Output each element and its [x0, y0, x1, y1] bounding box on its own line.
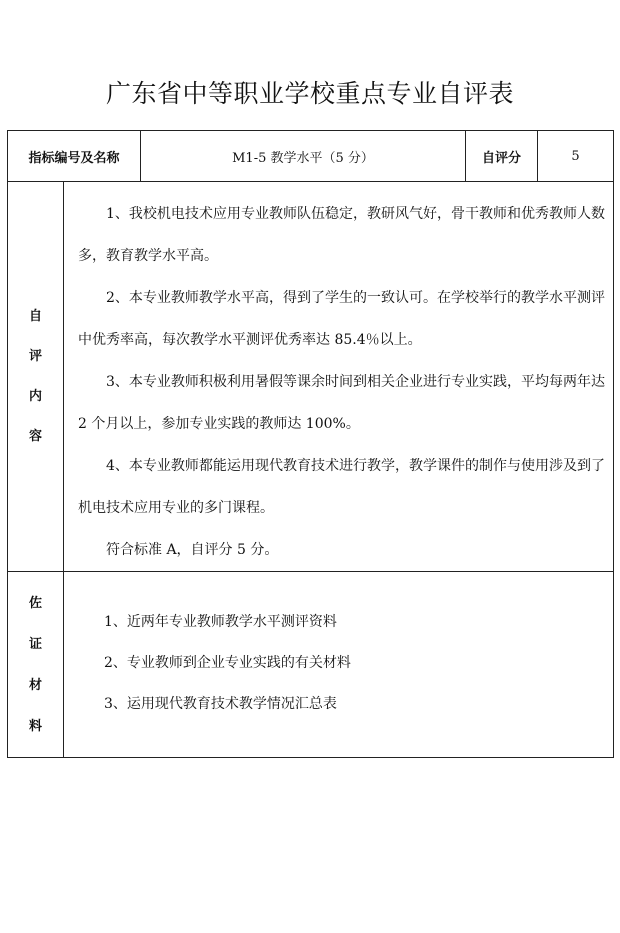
score-label: 自评分 — [466, 131, 538, 182]
self-evaluation-row — [8, 182, 614, 572]
label-char: 材 — [28, 677, 42, 693]
label-char: 佐 — [28, 595, 42, 611]
paragraph: 4、本专业教师都能运用现代教育技术进行教学，教学课件的制作与使用涉及到了机电技术应用专业的多门课程。 — [78, 458, 606, 516]
paragraph: 2、本专业教师教学水平高，得到了学生的一致认可。在学校举行的教学水平测评中优秀率高，每次教学水平测评优秀率达 85.4％以上。 — [78, 290, 606, 348]
evidence-content — [64, 572, 614, 758]
label-char: 证 — [28, 636, 42, 652]
paragraph: 符合标准 A，自评分 5 分。 — [106, 542, 279, 558]
header-row — [8, 131, 614, 182]
label-char: 料 — [28, 718, 42, 734]
evaluation-table — [7, 130, 614, 758]
score-value: 5 — [538, 131, 614, 182]
label-char: 容 — [28, 428, 42, 444]
self-evaluation-content — [64, 182, 614, 572]
self-evaluation-label — [8, 182, 64, 572]
indicator-value: M1-5 教学水平（5 分） — [141, 131, 466, 182]
label-char: 自 — [28, 308, 42, 324]
evidence-label — [8, 572, 64, 758]
paragraph: 3、本专业教师积极利用暑假等课余时间到相关企业进行专业实践，平均每两年达 2 个月以上，参加专业实践的教师达 100%。 — [78, 374, 606, 432]
label-char: 内 — [28, 388, 42, 404]
indicator-label: 指标编号及名称 — [8, 131, 141, 182]
page-title: 广东省中等职业学校重点专业自评表 — [105, 79, 514, 108]
label-char: 评 — [28, 348, 42, 364]
evidence-item: 2、专业教师到企业专业实践的有关材料 — [104, 655, 351, 671]
evidence-row — [8, 572, 614, 758]
paragraph: 1、我校机电技术应用专业教师队伍稳定，教研风气好，骨干教师和优秀教师人数多，教育教学水平高。 — [78, 206, 606, 264]
evidence-item: 1、近两年专业教师教学水平测评资料 — [104, 614, 337, 630]
evidence-item: 3、运用现代教育技术教学情况汇总表 — [104, 696, 337, 712]
